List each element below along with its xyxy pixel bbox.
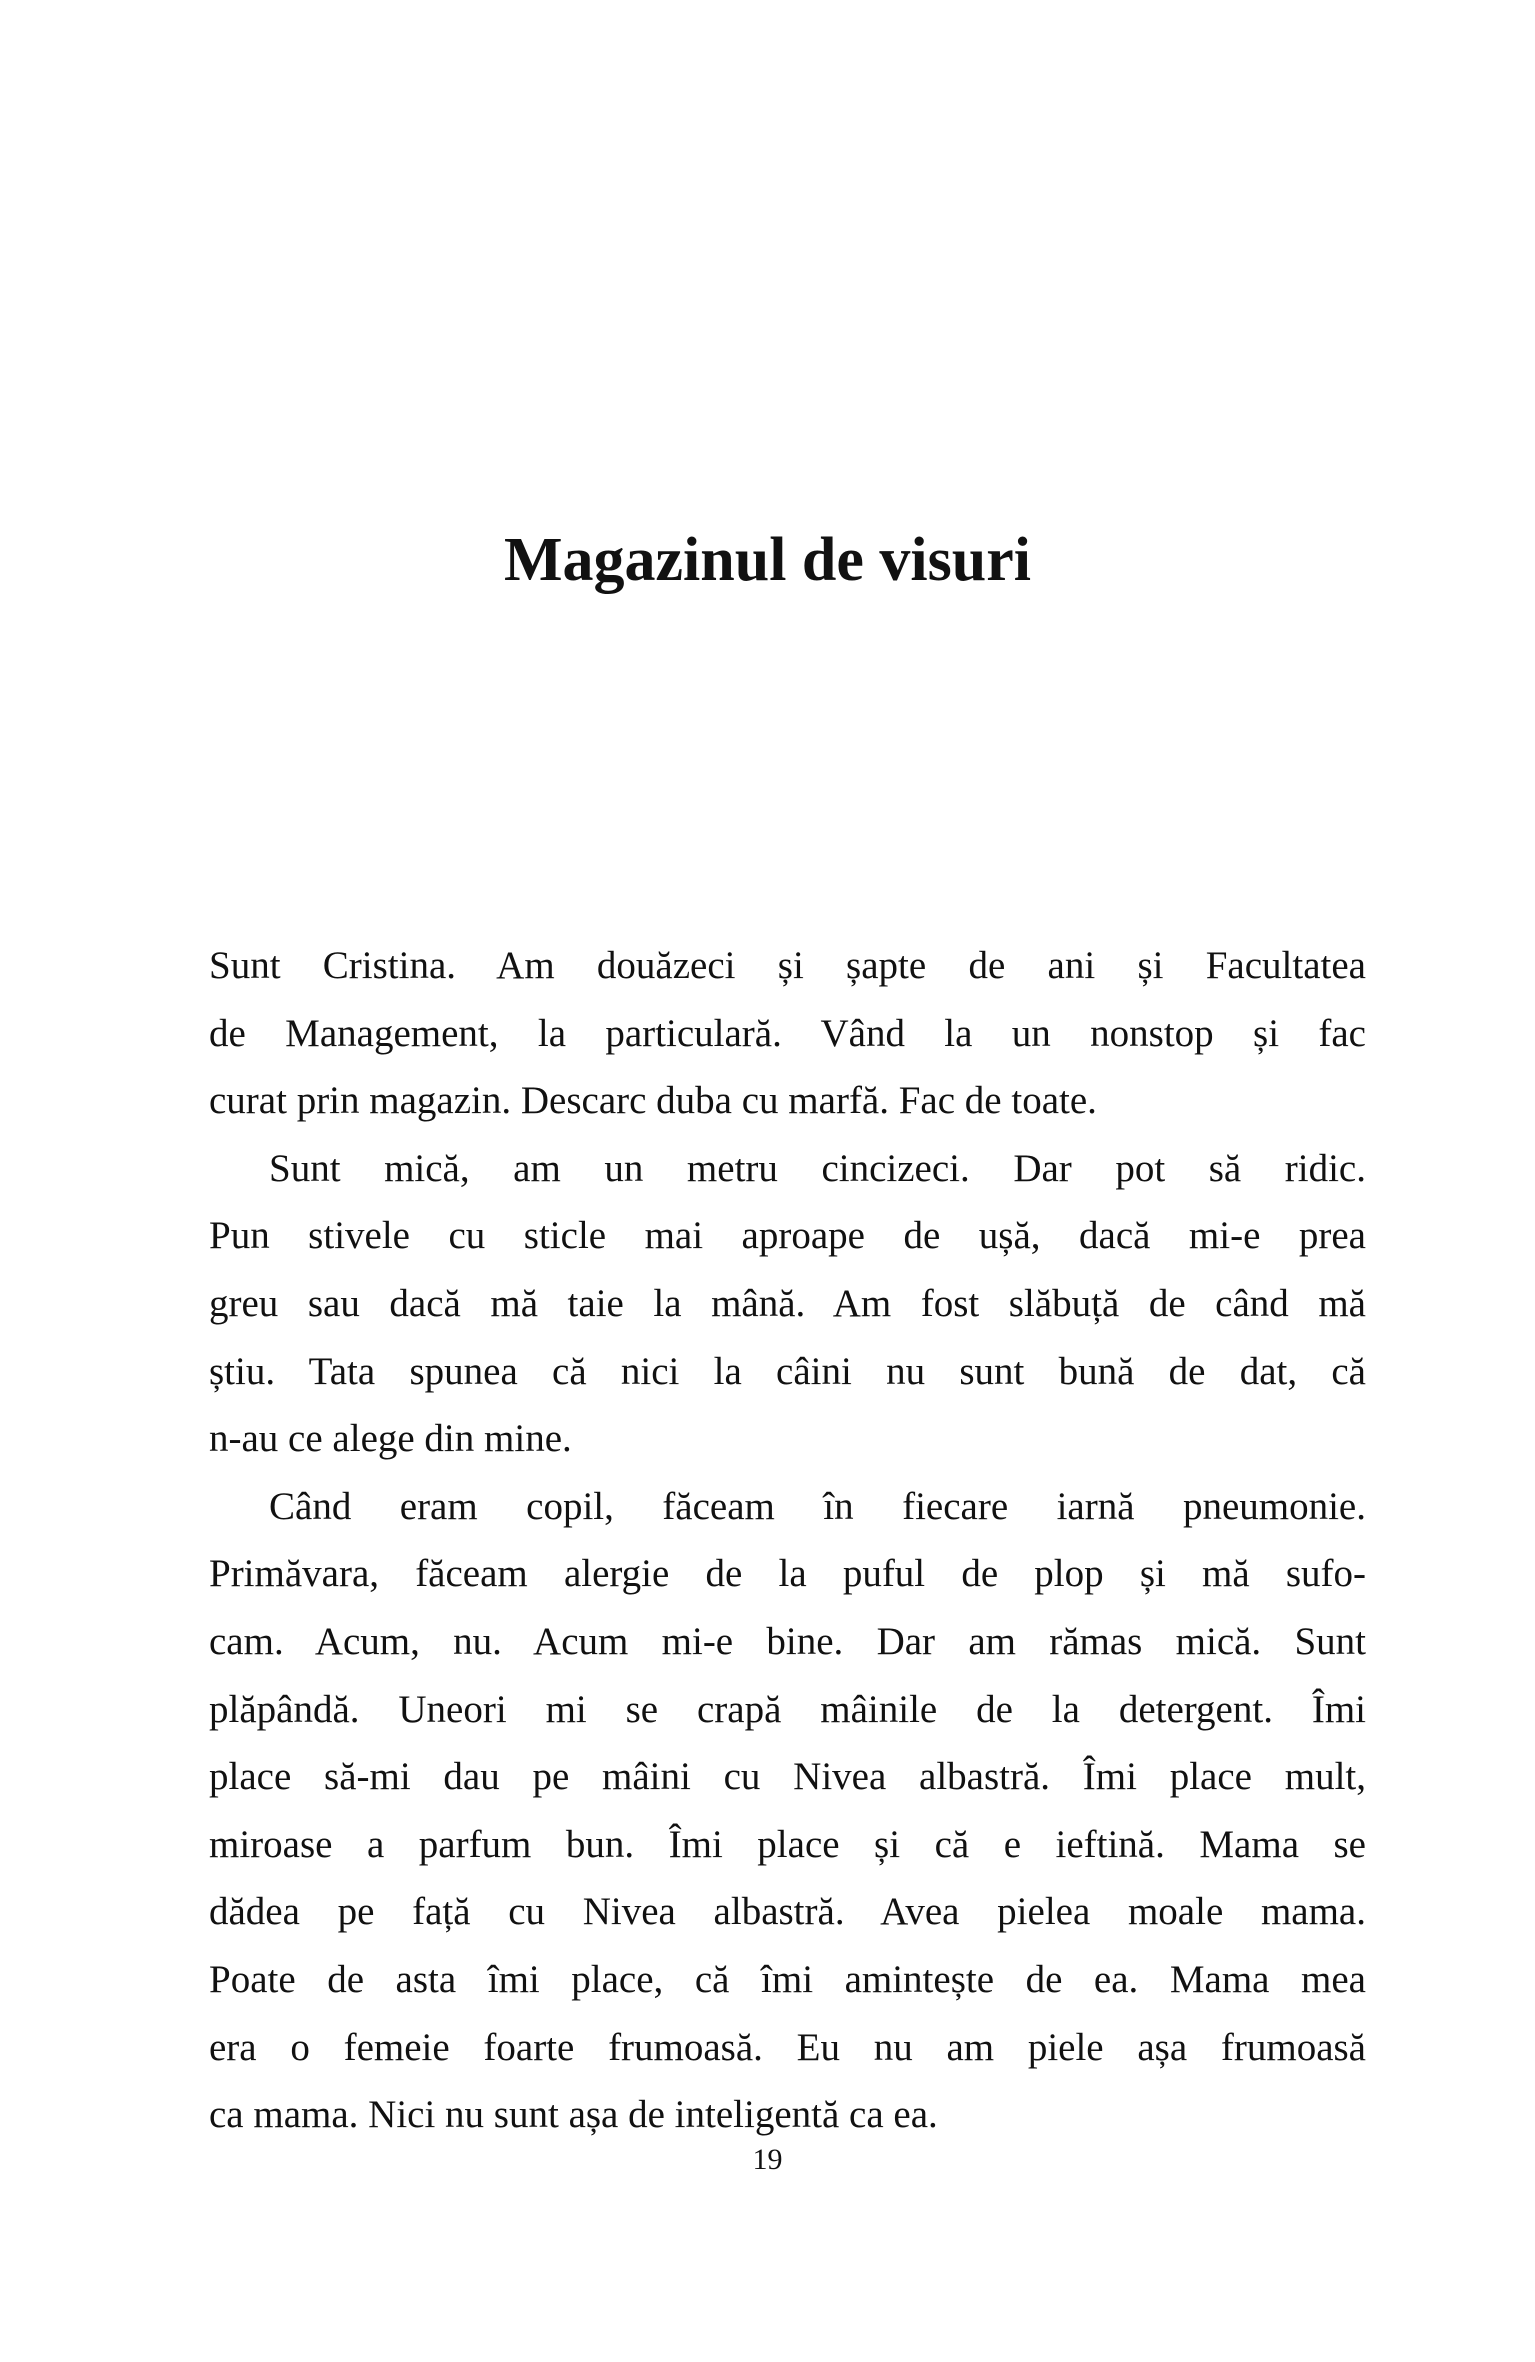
text-line: Sunt Cristina. Am douăzeci și șapte de ani și Facultatea <box>209 944 1366 987</box>
text-line: Pun stivele cu sticle mai aproape de ușă, dacă mi-e prea <box>209 1214 1366 1258</box>
text-line: de Management, la particulară. Vând la un nonstop și fac <box>209 1011 1366 1055</box>
body-text <box>209 932 1366 2149</box>
text-line: era o femeie foarte frumoasă. Eu nu am piele așa frumoasă <box>209 2025 1366 2069</box>
paragraph <box>209 932 1366 1135</box>
text-line: cam. Acum, nu. Acum mi-e bine. Dar am rămas mică. Sunt <box>209 1619 1366 1663</box>
text-line: greu sau dacă mă taie la mână. Am fost slăbuță de când mă <box>209 1281 1366 1325</box>
text-line: știu. Tata spunea că nici la câini nu sunt bună de dat, că <box>209 1349 1366 1393</box>
text-line: miroase a parfum bun. Îmi place și că e ieftină. Mama se <box>209 1822 1366 1866</box>
page-number: 19 <box>752 2143 783 2176</box>
text-line: curat prin magazin. Descarc duba cu marfă. Fac de toate. <box>209 1079 1097 1123</box>
text-line: place să-mi dau pe mâini cu Nivea albastră. Îmi place mult, <box>209 1755 1366 1799</box>
text-line: Poate de asta îmi place, că îmi amintește de ea. Mama mea <box>209 1957 1366 2001</box>
text-line: dădea pe față cu Nivea albastră. Avea pielea moale mama. <box>209 1890 1366 1934</box>
text-line: n-au ce alege din mine. <box>209 1417 572 1461</box>
paragraph <box>209 1473 1366 2149</box>
text-line: Sunt mică, am un metru cincizeci. Dar pot să ridic. <box>269 1146 1366 1190</box>
text-line: ca mama. Nici nu sunt așa de inteligentă ca ea. <box>209 2093 938 2137</box>
chapter-title: Magazinul de visuri <box>503 526 1032 594</box>
text-line: plăpândă. Uneori mi se crapă mâinile de la detergent. Îmi <box>209 1687 1366 1731</box>
text-line: Primăvara, făceam alergie de la puful de plop și mă sufo- <box>209 1552 1366 1596</box>
text-line: Când eram copil, făceam în fiecare iarnă pneumonie. <box>269 1484 1366 1528</box>
paragraph <box>209 1135 1366 1473</box>
